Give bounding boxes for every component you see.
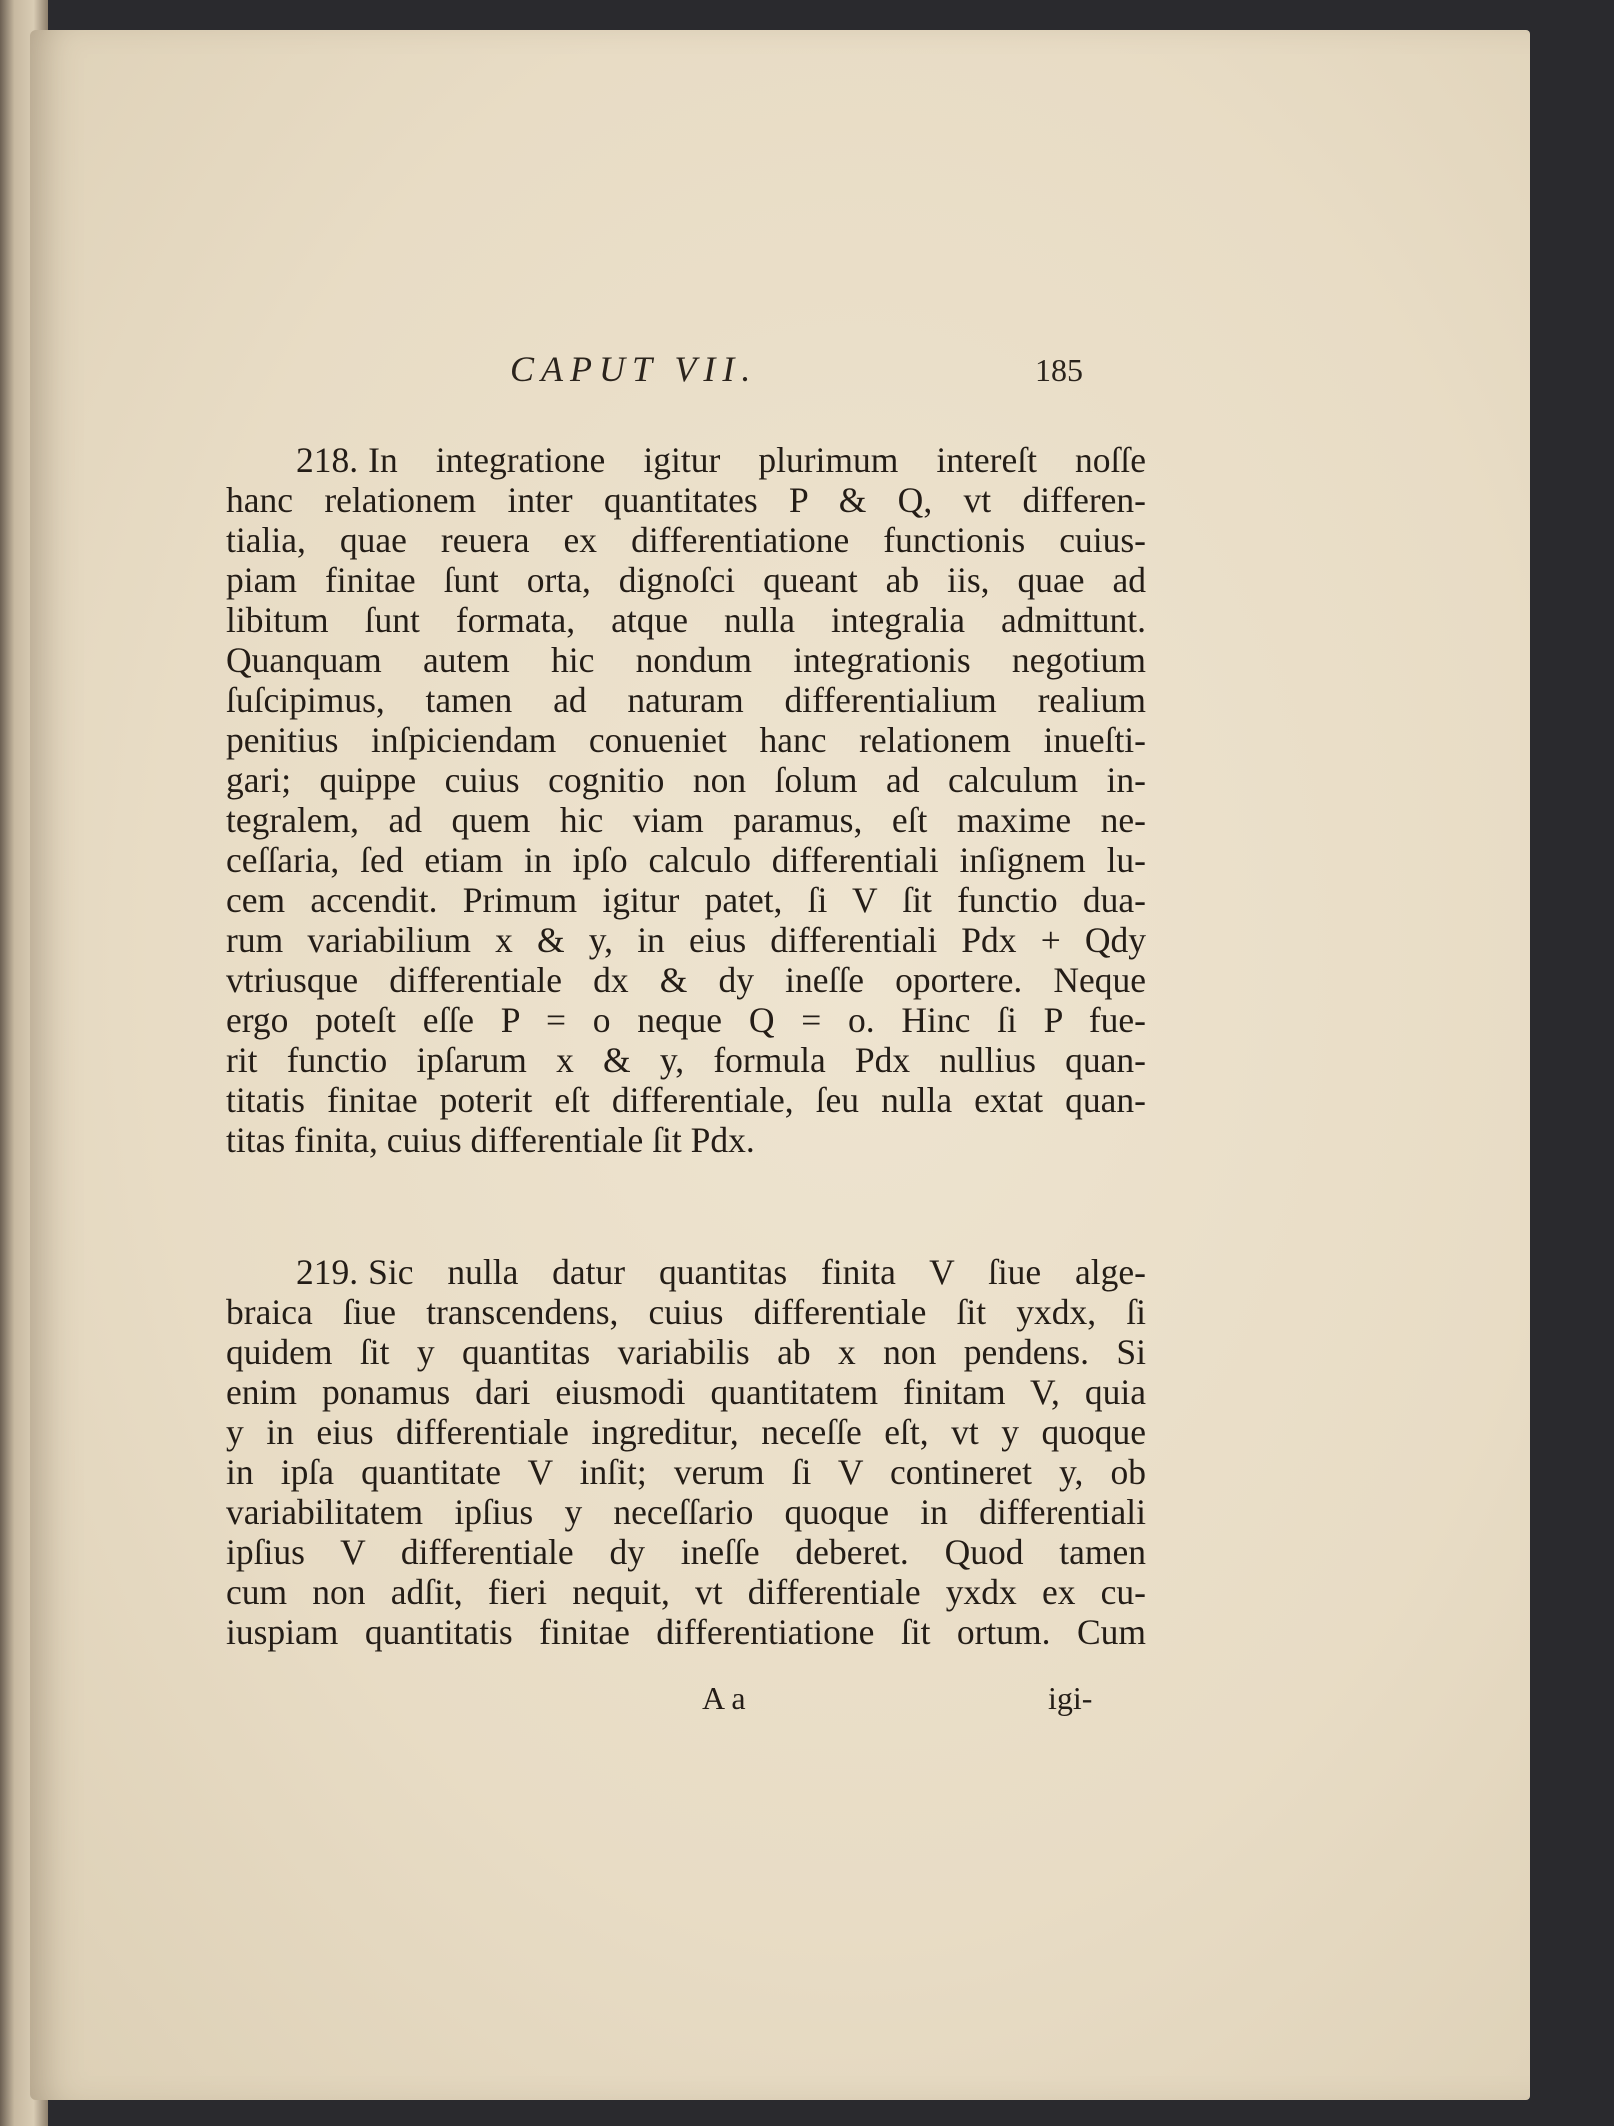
text-line: cem accendit. Primum igitur patet, ſi V ſit functio dua- bbox=[226, 880, 1146, 920]
text-line: 218. In integratione igitur plurimum intereſt noſſe bbox=[296, 440, 1146, 480]
text-line: 219. Sic nulla datur quantitas finita V ſiue alge- bbox=[296, 1252, 1146, 1292]
text-line: variabilitatem ipſius y neceſſario quoque in differentiali bbox=[226, 1492, 1146, 1532]
text-line: ipſius V differentiale dy ineſſe deberet. Quod tamen bbox=[226, 1532, 1146, 1572]
text-line: ergo poteſt eſſe P = o neque Q = o. Hinc ſi P fue- bbox=[226, 1000, 1146, 1040]
text-line: rum variabilium x & y, in eius differentiali Pdx + Qdy bbox=[226, 920, 1146, 960]
page-number: 185 bbox=[1035, 352, 1083, 388]
text-line: titas finita, cuius differentiale ſit Pdx. bbox=[226, 1120, 755, 1160]
section-number: 218. bbox=[296, 440, 359, 480]
text-line: y in eius differentiale ingreditur, neceſſe eſt, vt y quoque bbox=[226, 1412, 1146, 1452]
text-line: braica ſiue transcendens, cuius differentiale ſit yxdx, ſi bbox=[226, 1292, 1146, 1332]
text-line: ſuſcipimus, tamen ad naturam differentialium realium bbox=[226, 680, 1146, 720]
book-page bbox=[30, 30, 1530, 2100]
text-line: tialia, quae reuera ex differentiatione functionis cuius- bbox=[226, 520, 1146, 560]
text-line: rit functio ipſarum x & y, formula Pdx nullius quan- bbox=[226, 1040, 1146, 1080]
text-line: Quanquam autem hic nondum integrationis negotium bbox=[226, 640, 1146, 680]
text-line: in ipſa quantitate V inſit; verum ſi V contineret y, ob bbox=[226, 1452, 1146, 1492]
text-line: tegralem, ad quem hic viam paramus, eſt maxime ne- bbox=[226, 800, 1146, 840]
text-line: ceſſaria, ſed etiam in ipſo calculo differentiali inſignem lu- bbox=[226, 840, 1146, 880]
text-line: quidem ſit y quantitas variabilis ab x non pendens. Si bbox=[226, 1332, 1146, 1372]
paragraph-219 bbox=[226, 1252, 1146, 1652]
text-line: hanc relationem inter quantitates P & Q, vt differen- bbox=[226, 480, 1146, 520]
paragraph-218 bbox=[226, 440, 1146, 1160]
running-head: CAPUT VII. bbox=[510, 349, 758, 389]
catchword: igi- bbox=[1048, 1680, 1093, 1716]
text-line: libitum ſunt formata, atque nulla integralia admittunt. bbox=[226, 600, 1146, 640]
text-line: piam finitae ſunt orta, dignoſci queant ab iis, quae ad bbox=[226, 560, 1146, 600]
section-number: 219. bbox=[296, 1252, 359, 1292]
text-line: vtriusque differentiale dx & dy ineſſe oportere. Neque bbox=[226, 960, 1146, 1000]
text-line: iuspiam quantitatis finitae differentiatione ſit ortum. Cum bbox=[226, 1612, 1146, 1652]
text-line: titatis finitae poterit eſt differentiale, ſeu nulla extat quan- bbox=[226, 1080, 1146, 1120]
signature-mark: A a bbox=[702, 1680, 746, 1716]
text-line: penitius inſpiciendam conueniet hanc relationem inueſti- bbox=[226, 720, 1146, 760]
text-line: cum non adſit, fieri nequit, vt differentiale yxdx ex cu- bbox=[226, 1572, 1146, 1612]
text-line: gari; quippe cuius cognitio non ſolum ad calculum in- bbox=[226, 760, 1146, 800]
text-line: enim ponamus dari eiusmodi quantitatem finitam V, quia bbox=[226, 1372, 1146, 1412]
